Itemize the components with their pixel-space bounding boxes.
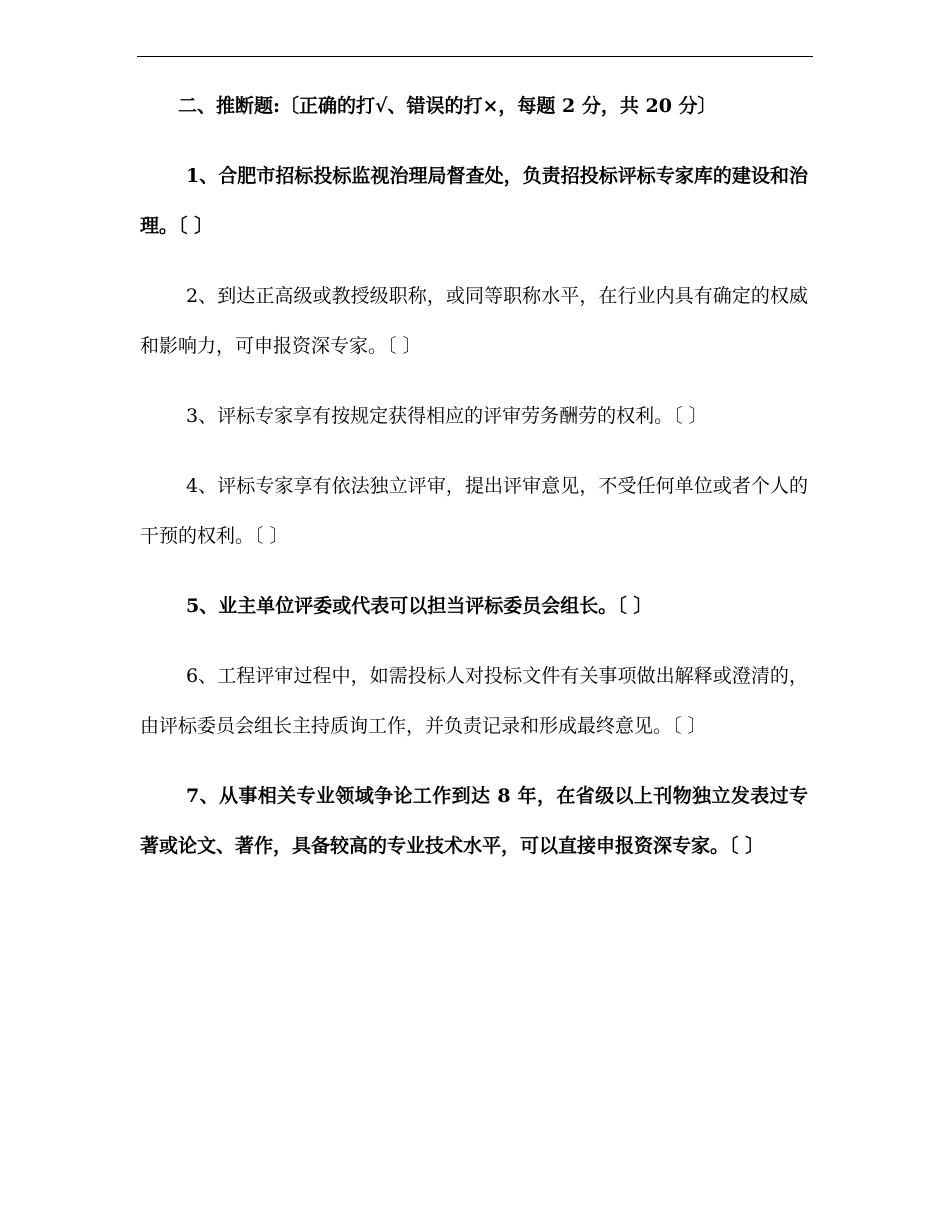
question-6: 6、工程评审过程中，如需投标人对投标文件有关事项做出解释或澄清的，由评标委员会组长主持质询工作，并负责记录和形成最终意见。〔 〕 [140, 665, 808, 737]
document-body [140, 84, 808, 871]
question-7: 7、从事相关专业领域争论工作到达 8 年，在省级以上刊物独立发表过专著或论文、著作，具备较高的专业技术水平，可以直接申报资深专家。〔 〕 [140, 785, 808, 857]
header-divider [137, 56, 813, 57]
question-1: 1、合肥市招标投标监视治理局督查处，负责招投标评标专家库的建设和治理。〔 〕 [140, 165, 808, 237]
section-heading: 二、推断题:〔正确的打√、错误的打×，每题 2 分，共 20 分〕 [178, 95, 717, 117]
question-2: 2、到达正高级或教授级职称，或同等职称水平，在行业内具有确定的权威和影响力，可申报资深专家。〔 〕 [140, 285, 808, 357]
question-5: 5、业主单位评委或代表可以担当评标委员会组长。〔 〕 [186, 595, 653, 617]
question-4: 4、评标专家享有依法独立评审，提出评审意见，不受任何单位或者个人的干预的权利。〔 〕 [140, 475, 808, 547]
question-3: 3、评标专家享有按规定获得相应的评审劳务酬劳的权利。〔 〕 [186, 405, 708, 427]
